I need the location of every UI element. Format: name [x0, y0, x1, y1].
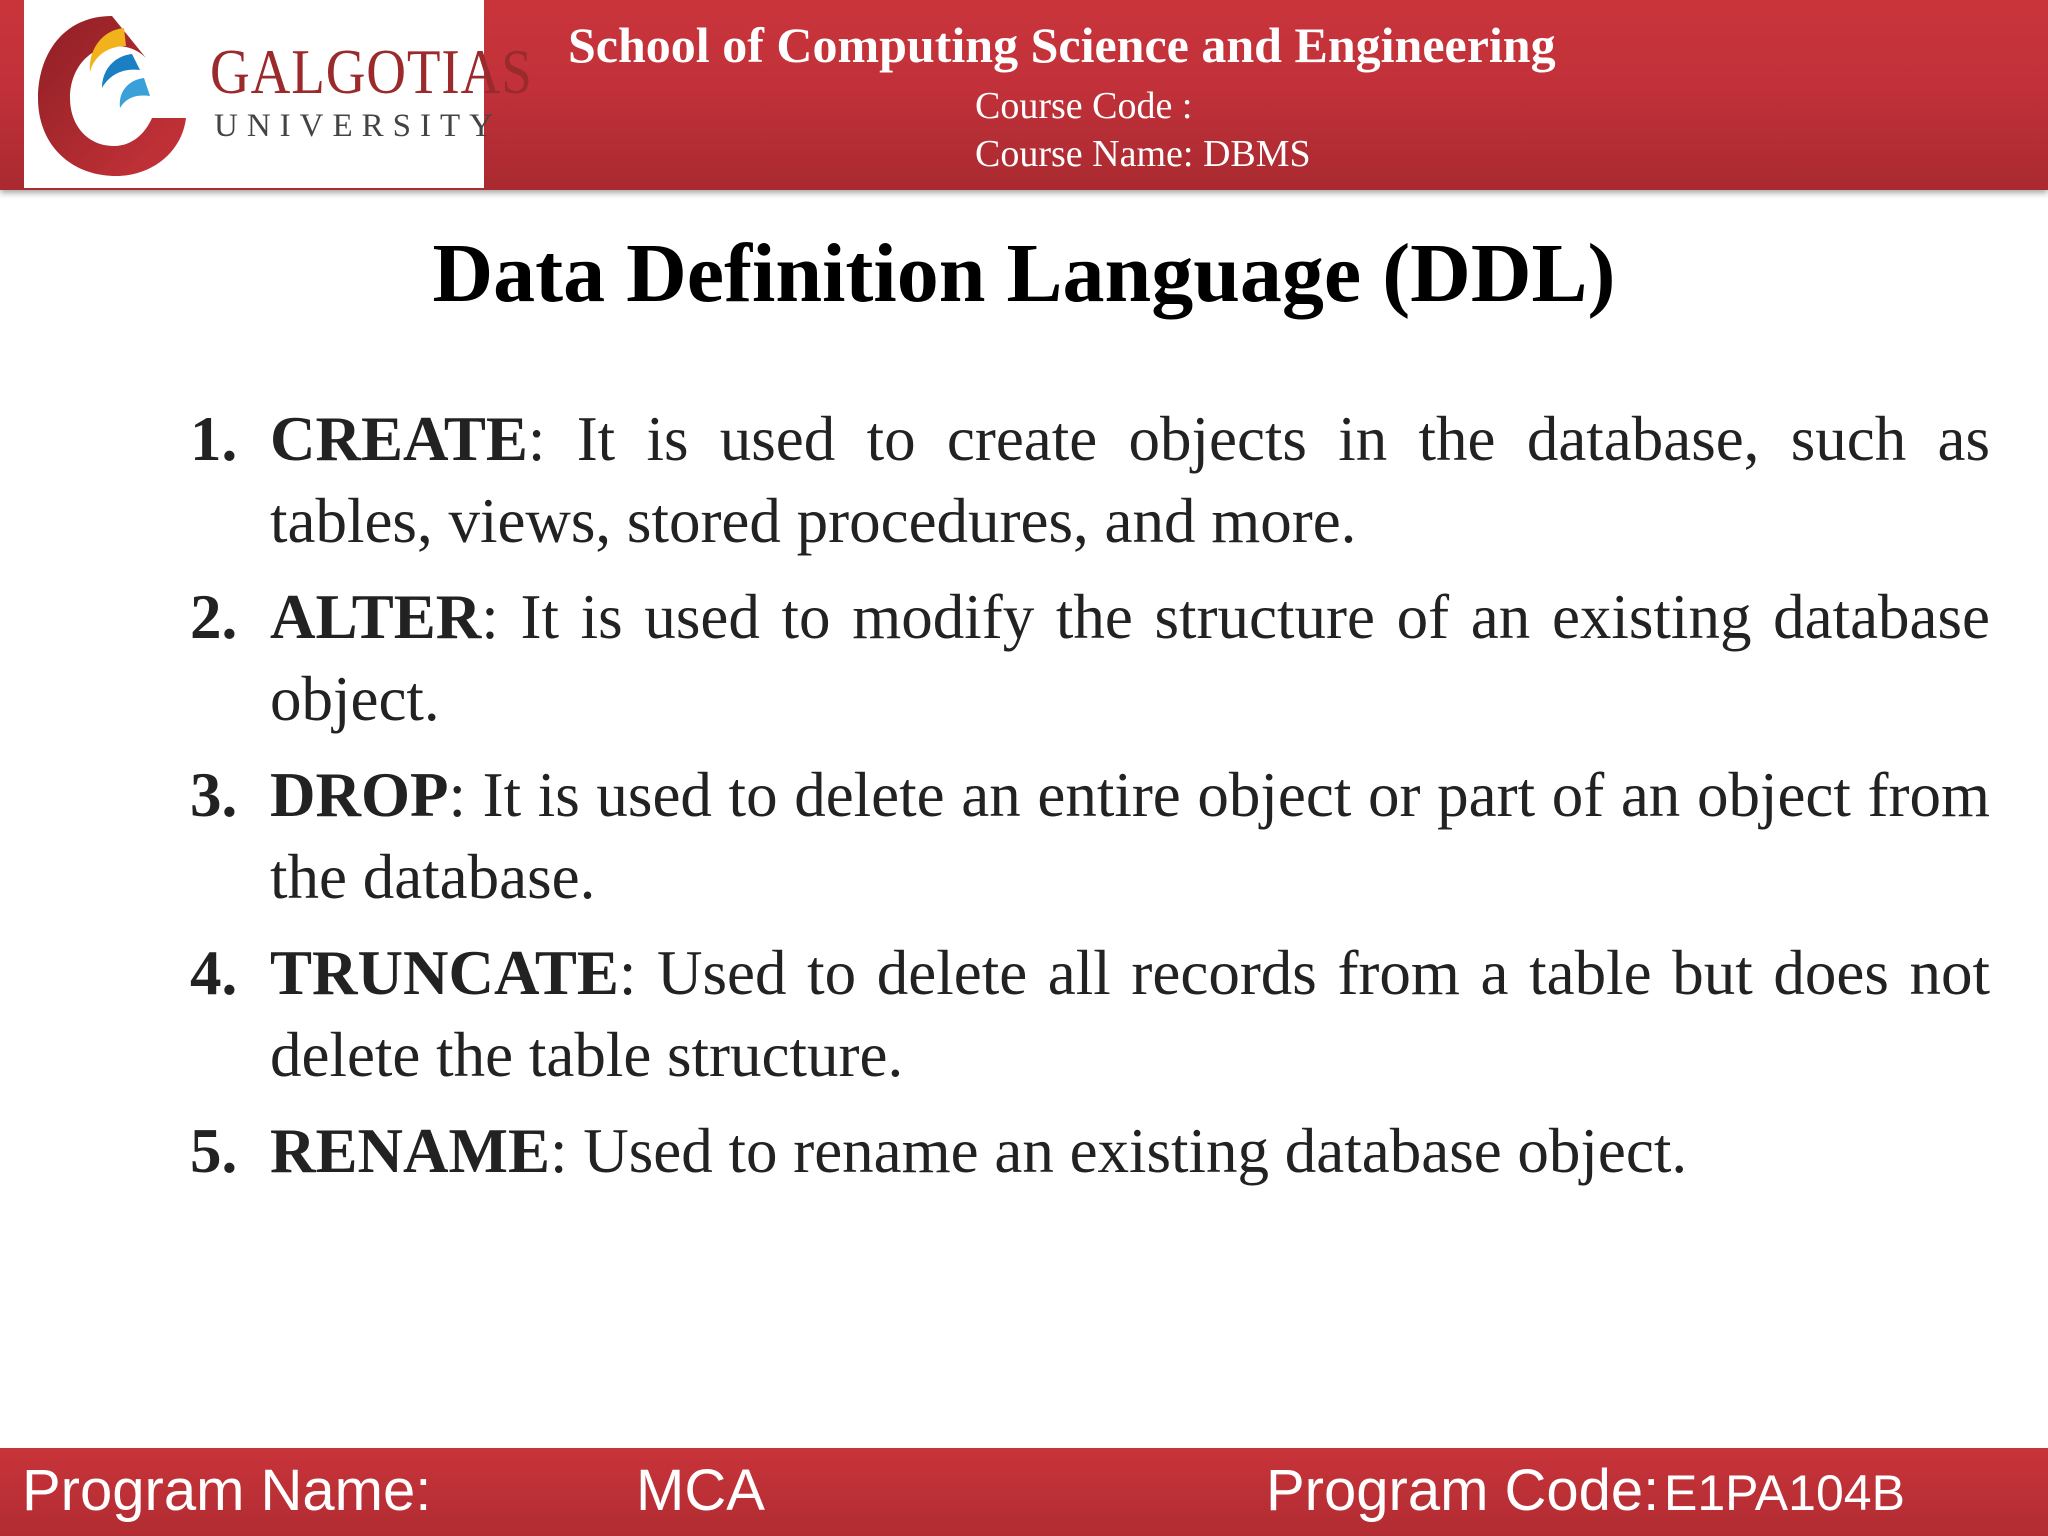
item-number: 3.	[190, 760, 238, 830]
course-name: Course Name: DBMS	[975, 133, 1311, 175]
item-description: : It is used to modify the structure of an existing database object.	[270, 582, 1990, 734]
item-number: 2.	[190, 582, 238, 652]
slide-title: Data Definition Language (DDL)	[432, 227, 1616, 320]
item-number: 1.	[190, 404, 238, 474]
item-description: : It is used to create objects in the database, such as tables, views, stored procedures, and more.	[270, 404, 1990, 556]
university-logo-subtitle: UNIVERSITY	[214, 108, 502, 144]
program-name-value: MCA	[636, 1458, 765, 1523]
header-bar	[0, 0, 2048, 190]
ddl-command-list	[190, 398, 1990, 1206]
footer-bar	[0, 1448, 2048, 1536]
program-code-value: E1PA104B	[1664, 1465, 1905, 1521]
list-item	[190, 576, 1990, 740]
item-number: 4.	[190, 938, 238, 1008]
list-item	[190, 754, 1990, 918]
course-code: Course Code :	[975, 85, 1193, 127]
item-term: DROP	[270, 760, 449, 830]
program-name-label: Program Name:	[22, 1458, 432, 1523]
list-item	[190, 1110, 1990, 1192]
school-name: School of Computing Science and Engineering	[568, 17, 1556, 73]
item-term: TRUNCATE	[270, 938, 619, 1008]
item-description: : Used to rename an existing database object.	[550, 1116, 1688, 1186]
university-logo	[24, 0, 533, 188]
item-description: : It is used to delete an entire object or part of an object from the database.	[270, 760, 1990, 912]
program-code-label: Program Code:	[1266, 1458, 1660, 1523]
list-item	[190, 932, 1990, 1096]
item-term: RENAME	[270, 1116, 550, 1186]
university-logo-name: GALGOTIAS	[210, 36, 533, 107]
item-number: 5.	[190, 1116, 238, 1186]
item-term: CREATE	[270, 404, 528, 474]
university-logo-mark	[32, 6, 192, 182]
item-term: ALTER	[270, 582, 482, 652]
item-description: : Used to delete all records from a table but does not delete the table structure.	[270, 938, 1990, 1090]
list-item	[190, 398, 1990, 562]
